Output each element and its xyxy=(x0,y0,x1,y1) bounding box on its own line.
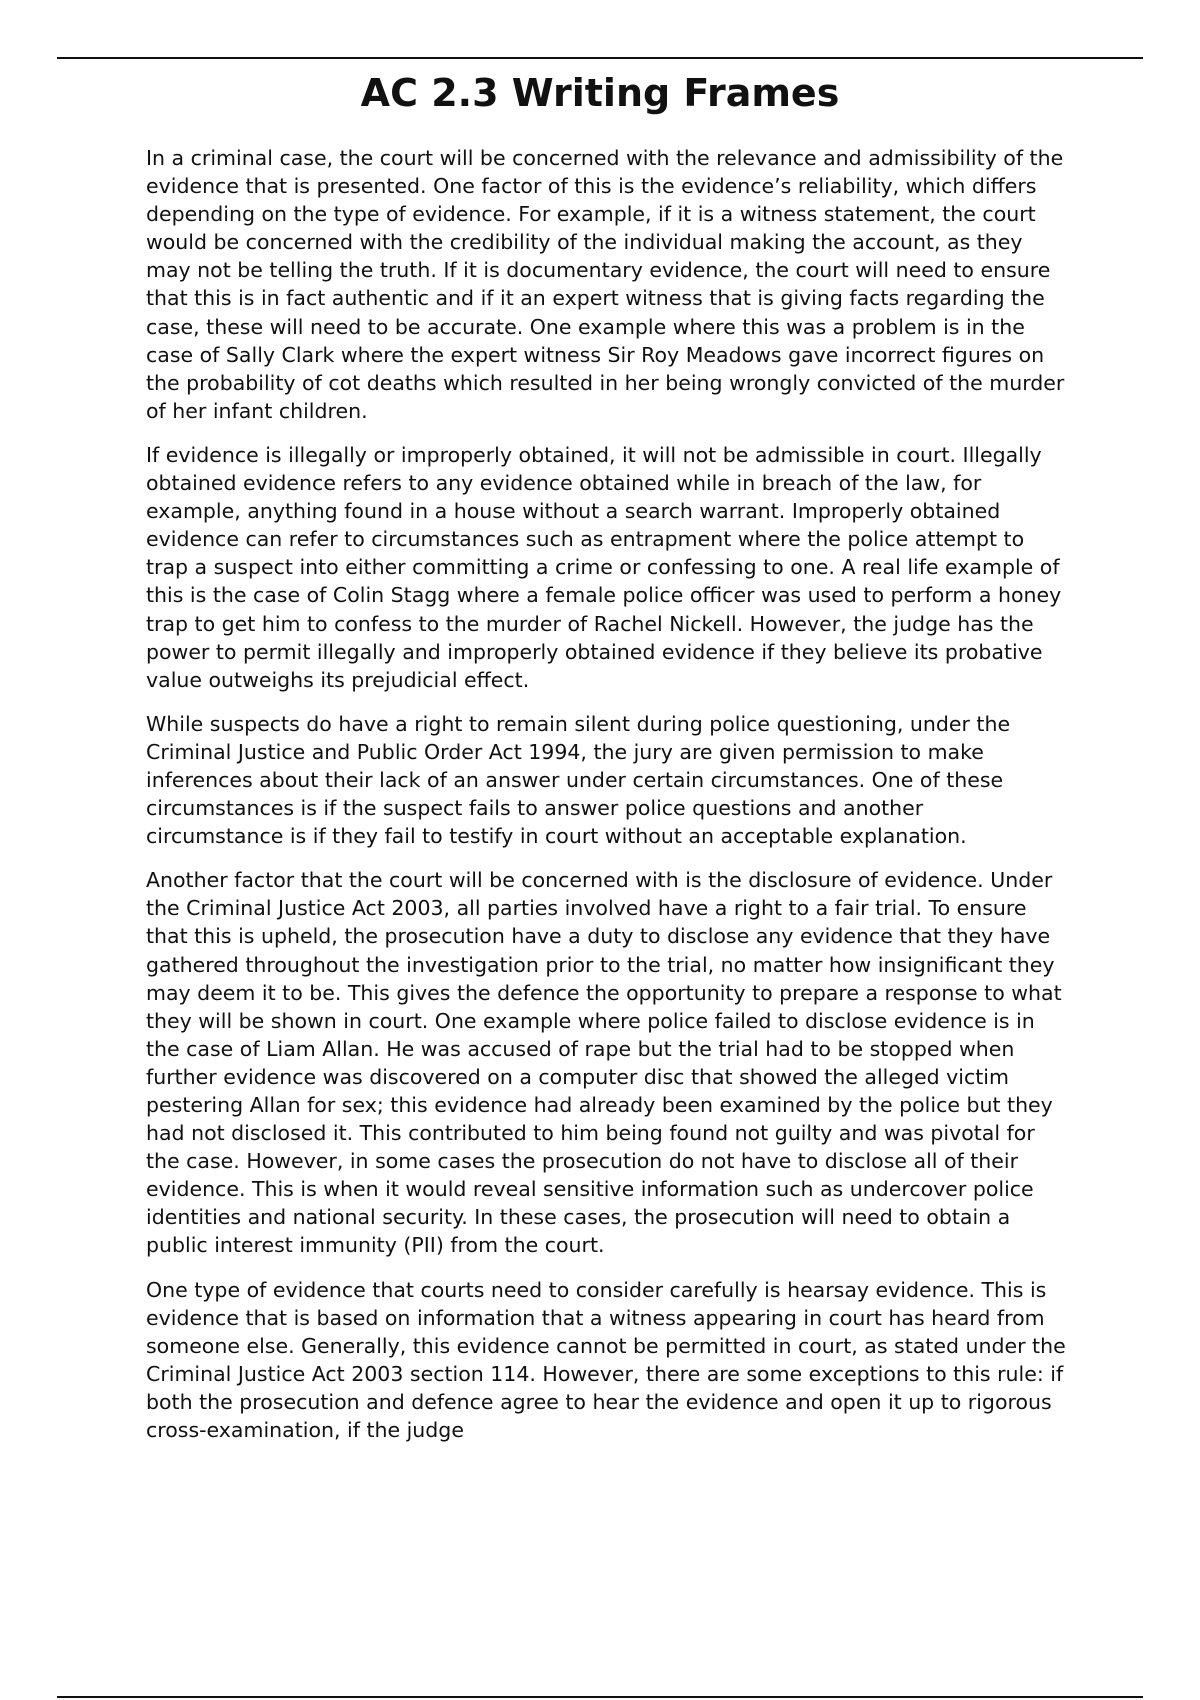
paragraph-illegally-obtained-evidence: If evidence is illegally or improperly obtained, it will not be admissible in court. Illegally obtained evidence refers to any evidence obtained while in breach of the law, for example, anything found in a house without a search warrant. Improperly obtained evidence can refer to circumstances such as entrapment where the police attempt to trap a suspect into either committing a crime or confessing to one. A real life example of this is the case of Colin Stagg where a female police officer was used to perform a honey trap to get him to confess to the murder of Rachel Nickell. However, the judge has the power to permit illegally and improperly obtained evidence if they believe its probative value outweighs its prejudicial effect. xyxy=(146,442,1062,692)
bottom-rule xyxy=(57,1696,1143,1698)
page-title: AC 2.3 Writing Frames xyxy=(360,71,840,115)
document-body xyxy=(146,144,1066,1460)
paragraph-disclosure: Another factor that the court will be concerned with is the disclosure of evidence. Under the Criminal Justice Act 2003, all parties involved have a right to a fair trial. To ensure that this is upheld, the prosecution have a duty to disclose any evidence that they have gathered throughout the investigation prior to the trial, no matter how insignificant they may deem it to be. This gives the defence the opportunity to prepare a response to what they will be shown in court. One example where police failed to disclose evidence is in the case of Liam Allan. He was accused of rape but the trial had to be stopped when further evidence was discovered on a computer disc that showed the alleged victim pestering Allan for sex; this evidence had already been examined by the police but they had not disclosed it. This contributed to him being found not guilty and was pivotal for the case. However, in some cases the prosecution do not have to disclose all of their evidence. This is when it would reveal sensitive information such as undercover police identities and national security. In these cases, the prosecution will need to obtain a public interest immunity (PII) from the court. xyxy=(146,868,1062,1258)
paragraph-right-to-silence: While suspects do have a right to remain silent during police questioning, under the Criminal Justice and Public Order Act 1994, the jury are given permission to make inferences about their lack of an answer under certain circumstances. One of these circumstances is if the suspect fails to answer police questions and another circumstance is if they fail to testify in court without an acceptable explanation. xyxy=(146,711,1011,849)
top-rule xyxy=(57,57,1143,59)
paragraph-hearsay: One type of evidence that courts need to consider carefully is hearsay evidence. This is evidence that is based on information that a witness appearing in court has heard from someone else. Generally, this evidence cannot be permitted in court, as stated under the Criminal Justice Act 2003 section 114. However, there are some exceptions to this rule: if both the prosecution and defence agree to hear the evidence and open it up to rigorous cross-examination, if the judge xyxy=(146,1277,1066,1443)
paragraph-reliability: In a criminal case, the court will be concerned with the relevance and admissibility of the evidence that is presented. One factor of this is the evidence’s reliability, which differs depending on the type of evidence. For example, if it is a witness statement, the court would be concerned with the credibility of the individual making the account, as they may not be telling the truth. If it is documentary evidence, the court will need to ensure that this is in fact authentic and if it an expert witness that is giving facts regarding the case, these will need to be accurate. One example where this was a problem is in the case of Sally Clark where the expert witness Sir Roy Meadows gave incorrect figures on the probability of cot deaths which resulted in her being wrongly convicted of the murder of her infant children. xyxy=(146,146,1065,423)
